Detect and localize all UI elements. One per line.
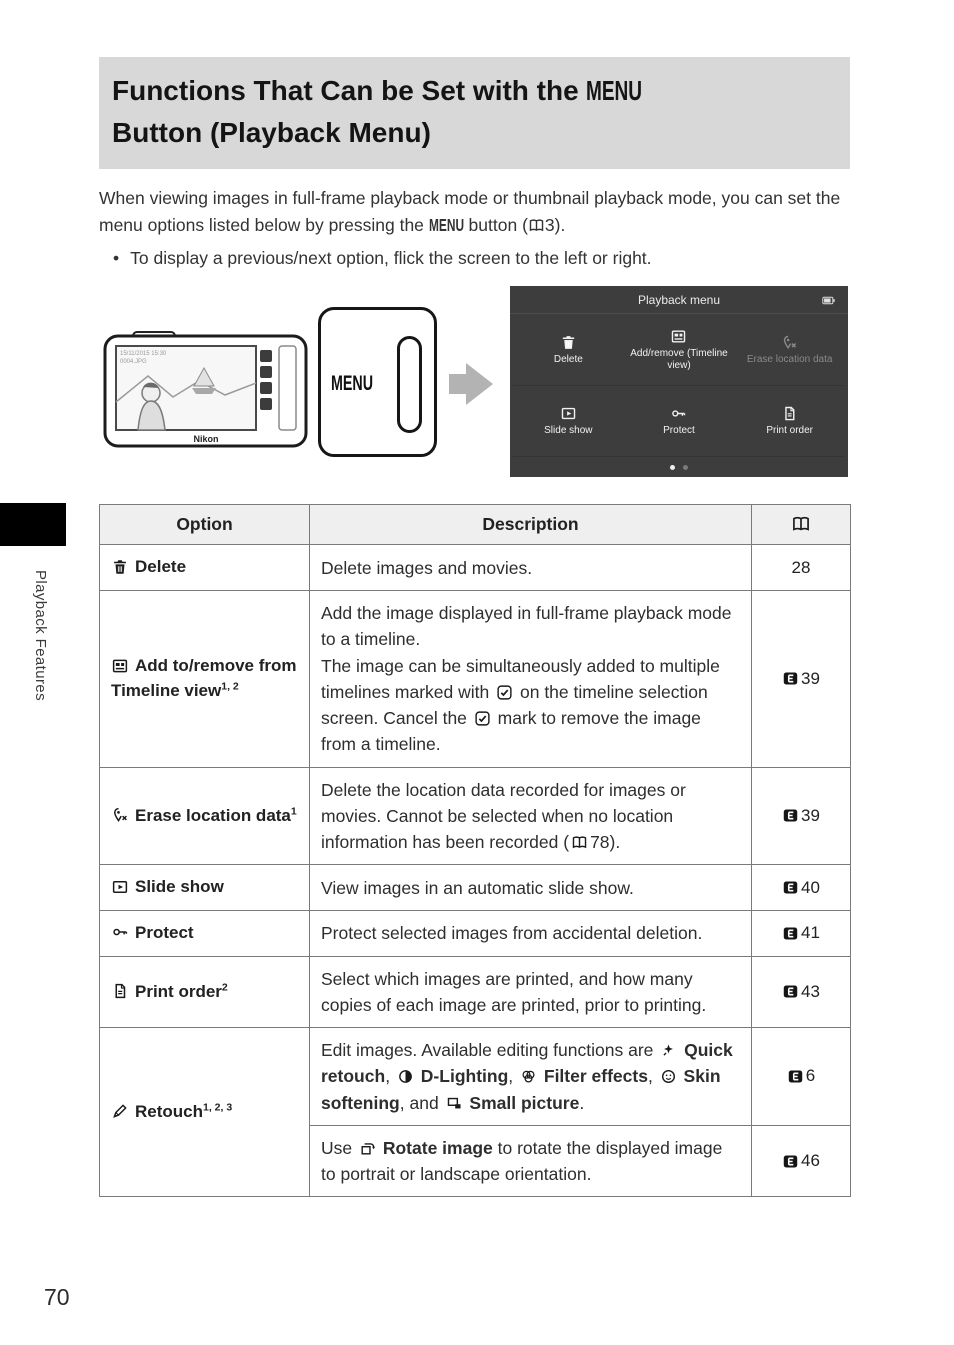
menu-button-label: MENU — [331, 372, 374, 396]
option-label: Erase location data — [135, 805, 291, 825]
bold-term: Filter effects — [543, 1066, 648, 1087]
table-row — [100, 910, 851, 956]
erase-location-icon — [111, 806, 129, 824]
eref-icon — [782, 1153, 799, 1170]
retouch-icon — [111, 1102, 129, 1120]
book-icon — [791, 514, 811, 534]
slideshow-icon — [560, 405, 577, 422]
option-cell — [100, 910, 310, 956]
description-cell: Protect selected images from accidental deletion. — [310, 910, 752, 956]
menu-button-callout — [318, 307, 437, 457]
screen-menu-item-label: Slide show — [544, 425, 593, 437]
page-dot — [670, 465, 675, 470]
description-cell: Edit images. Available editing functions are Quick retouch, D-Lighting, Filter effects, Skin softening, and Small picture. — [310, 1028, 752, 1126]
column-header-ref — [752, 505, 851, 545]
bullet-text: To display a previous/next option, flick the screen to the left or right. — [130, 248, 652, 269]
menu-button-glyph: MENU — [428, 214, 464, 235]
rotate-image-icon — [359, 1140, 376, 1157]
screen-menu-item — [513, 386, 624, 457]
bullet-item — [113, 245, 850, 271]
screen-menu-grid — [510, 314, 848, 457]
reference-cell — [752, 910, 851, 956]
timeline-icon — [111, 657, 129, 675]
screen-menu-item-label: Protect — [663, 425, 695, 437]
playback-menu-screen — [510, 286, 848, 477]
skin-softening-icon — [660, 1068, 677, 1085]
camera-illustration — [103, 330, 313, 452]
reference-page-number: 39 — [801, 805, 820, 825]
figure — [99, 286, 850, 488]
screen-menu-item — [624, 386, 735, 457]
screen-timestamp: 15/11/2015 15:30 — [120, 351, 167, 358]
eref-icon — [782, 879, 799, 896]
reference-cell — [752, 865, 851, 911]
print-icon — [111, 982, 129, 1000]
screen-filename: 0004.JPG — [120, 359, 147, 366]
bold-term: Skin softening — [321, 1066, 721, 1113]
screen-menu-item-label: Delete — [553, 354, 583, 366]
eref-icon — [787, 1068, 804, 1085]
print-icon — [781, 405, 798, 422]
screen-menu-item-label: Print order — [766, 425, 813, 437]
sidebar-section-label: Playback Features — [32, 570, 49, 702]
reference-page-number: 40 — [801, 877, 820, 897]
screen-menu-item — [734, 386, 845, 457]
page-indicator-dots — [510, 465, 848, 470]
reference-page-number: 28 — [791, 557, 811, 577]
slideshow-icon — [111, 878, 129, 896]
trash-icon — [560, 334, 577, 351]
menu-button-shape — [397, 336, 422, 433]
dlighting-icon — [397, 1068, 414, 1085]
trash-icon — [111, 558, 129, 576]
playback-menu-table — [99, 504, 851, 1197]
option-label: Protect — [135, 922, 194, 942]
description-cell: Use Rotate image to rotate the displayed image to portrait or landscape orientation. — [310, 1125, 752, 1197]
description-cell: Select which images are printed, and how many copies of each image are printed, prior to printing. — [310, 956, 752, 1028]
description-cell: Delete the location data recorded for images or movies. Cannot be selected when no location information has been recorded ( 78). — [310, 767, 752, 865]
option-cell — [100, 865, 310, 911]
book-icon — [571, 834, 588, 851]
eref-icon — [782, 807, 799, 824]
table-header-row — [100, 505, 851, 545]
column-header-description: Description — [310, 505, 752, 545]
table-row — [100, 865, 851, 911]
filter-effects-icon — [520, 1068, 537, 1085]
camera-brand-logo: Nikon — [193, 434, 219, 445]
option-cell: Retouch$^{1, 2, 3}$ — [100, 1028, 310, 1197]
screen-menu-item — [513, 315, 624, 386]
page-content — [99, 57, 850, 1197]
option-label: Print order — [135, 981, 222, 1001]
reference-cell — [752, 545, 851, 591]
table-row — [100, 767, 851, 865]
intro-paragraph: When viewing images in full-frame playback mode or thumbnail playback mode, you can set the menu options listed below by pressing the MENU button ( 3). — [99, 185, 850, 238]
screen-menu-item — [734, 315, 845, 386]
eref-icon — [782, 670, 799, 687]
table-row — [100, 956, 851, 1028]
reference-cell — [752, 1028, 851, 1126]
screen-header — [510, 286, 848, 314]
reference-cell — [752, 956, 851, 1028]
screen-menu-item-label: Add/remove (Timeline view) — [630, 347, 728, 372]
reference-cell — [752, 591, 851, 768]
description-cell: View images in an automatic slide show. — [310, 865, 752, 911]
description-cell: Add the image displayed in full-frame playback mode to a timeline. The image can be simultaneously added to multiple timelines marked with on the timeline selection screen. Cancel the mark to remove the image from a timeline. — [310, 591, 752, 768]
option-label: Add to/remove from Timeline view — [111, 656, 297, 700]
eref-icon — [782, 983, 799, 1000]
menu-button-glyph: MENU — [586, 75, 643, 106]
table-row — [100, 591, 851, 768]
bold-term: Rotate image — [382, 1137, 493, 1158]
option-cell: Erase location data$^1$ — [100, 767, 310, 865]
column-header-option: Option — [100, 505, 310, 545]
option-label: Delete — [135, 557, 187, 577]
reference-page-number: 46 — [801, 1151, 820, 1171]
reference-page-number: 6 — [805, 1066, 816, 1086]
reference-page-number: 41 — [801, 923, 820, 943]
screen-menu-item-label: Erase location data — [746, 354, 833, 366]
erase-location-icon — [781, 334, 798, 351]
reference-page-number: 43 — [801, 981, 820, 1001]
option-label: Slide show — [135, 877, 224, 897]
eref-icon — [782, 925, 799, 942]
screen-menu-item — [624, 315, 735, 386]
screen-title: Playback menu — [637, 292, 721, 307]
bold-term: Quick retouch — [321, 1040, 733, 1087]
quick-retouch-icon — [660, 1042, 677, 1059]
reference-cell — [752, 767, 851, 865]
check-icon — [496, 684, 513, 701]
arrow-icon — [449, 358, 495, 410]
book-icon — [528, 217, 545, 234]
option-label: Retouch — [135, 1101, 203, 1121]
bold-term: D-Lighting — [420, 1066, 509, 1087]
protect-icon — [670, 405, 687, 422]
description-cell: Delete images and movies. — [310, 545, 752, 591]
section-tab — [0, 503, 66, 546]
bullet-dot: • — [113, 248, 120, 269]
bold-term: Small picture — [469, 1092, 580, 1113]
page-dot — [683, 465, 688, 470]
timeline-icon — [670, 328, 687, 345]
option-cell: Add to/remove from Timeline view$^{1, 2}$ — [100, 591, 310, 768]
table-row — [100, 1028, 851, 1126]
page-title: Functions That Can be Set with the MENU Button (Playback Menu) — [99, 57, 850, 169]
option-cell: Print order$^2$ — [100, 956, 310, 1028]
check-icon — [474, 710, 491, 727]
battery-icon — [817, 294, 840, 307]
page-number: 70 — [44, 1284, 70, 1310]
protect-icon — [111, 923, 129, 941]
option-cell — [100, 545, 310, 591]
table-row — [100, 545, 851, 591]
reference-cell — [752, 1125, 851, 1197]
small-picture-icon — [446, 1095, 463, 1112]
reference-page-number: 39 — [801, 668, 820, 688]
